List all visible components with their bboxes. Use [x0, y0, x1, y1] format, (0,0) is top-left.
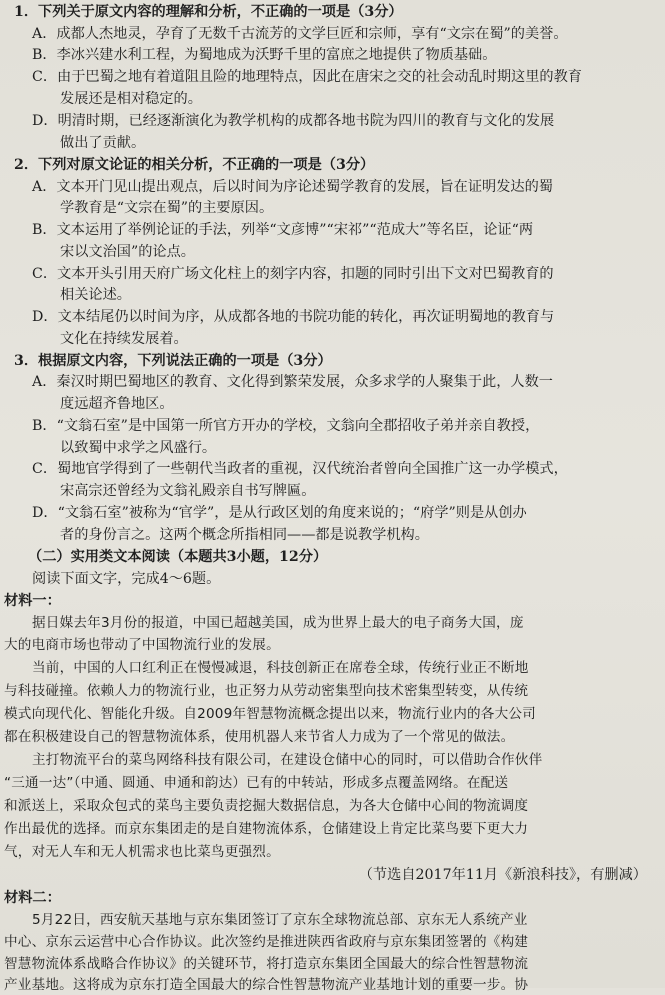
section-instruction: 阅读下面文字，完成4～6题。 — [32, 571, 221, 587]
material-2-paragraph: 5月22日，西安航天基地与京东集团签订了京东全球物流总部、京东无人系统产业 — [32, 912, 528, 928]
question-1-option-c-cont: 发展还是相对稳定的。 — [60, 91, 202, 107]
question-1-option-b: B．李冰兴建水利工程，为蜀地成为沃野千里的富庶之地提供了物质基础。 — [32, 47, 497, 63]
question-1-option-c: C．由于巴蜀之地有着道阻且险的地理特点，因此在唐宋之交的社会动乱时期这里的教育 — [32, 69, 582, 85]
question-1-option-a: A．成都人杰地灵，孕育了无数千古流芳的文学巨匠和宗师，享有“文宗在蜀”的美誉。 — [32, 26, 568, 42]
material-1-paragraph: 当前，中国的人口红利正在慢慢减退，科技创新正在席卷全球，传统行业正不断地 — [32, 660, 529, 676]
material-1-label: 材料一： — [4, 593, 61, 609]
question-2-option-c-cont: 相关论述。 — [60, 287, 131, 303]
question-3-option-c-cont: 宋高宗还曾经为文翁礼殿亲自书写牌匾。 — [60, 483, 316, 499]
question-3-option-a-cont: 度远超齐鲁地区。 — [60, 396, 174, 412]
question-3-option-b-cont: 以致蜀中求学之风盛行。 — [60, 440, 217, 456]
question-2-option-d-cont: 文化在持续发展着。 — [60, 331, 188, 347]
material-2-paragraph-cont: 产业基地。这将成为京东打造全国最大的综合性智慧物流产业基地计划的重要一步。协 — [4, 977, 529, 993]
material-2-label: 材料二： — [4, 890, 61, 906]
material-1-paragraph-cont: 气，对无人车和无人机需求也比菜鸟更强烈。 — [4, 844, 280, 860]
question-1-option-d-cont: 做出了贡献。 — [60, 135, 146, 151]
question-3-stem: 3．根据原文内容，下列说法正确的一项是（3分） — [14, 353, 332, 369]
material-1-paragraph-cont: 作出最优的选择。而京东集团走的是自建物流体系，仓储建设上肯定比菜鸟要下更大力 — [4, 821, 529, 837]
question-1-stem: 1．下列关于原文内容的理解和分析，不正确的一项是（3分） — [14, 4, 403, 20]
material-2-paragraph-cont: 中心、京东云运营中心合作协议。此次签约是推进陕西省政府与京东集团签署的《构建 — [4, 934, 529, 950]
material-1-paragraph-cont: 和派送上，采取众包式的菜鸟主要负责挖掘大数据信息，为各大仓储中心间的物流调度 — [4, 798, 529, 814]
question-3-option-b: B．“文翁石室”是中国第一所官方开办的学校，文翁向全郡招收子弟并亲自教授， — [32, 418, 540, 434]
material-1-source: （节选自2017年11月《新浪科技》，有删减） — [358, 867, 647, 883]
question-3-option-d-cont: 者的身份言之。这两个概念所指相同——都是说教学机构。 — [60, 527, 429, 543]
question-2-option-a: A．文本开门见山提出观点，后以时间为序论述蜀学教育的发展，旨在证明发达的蜀 — [32, 179, 553, 195]
section-title: （二）实用类文本阅读（本题共3小题，12分） — [28, 549, 328, 565]
question-2-option-d: D．文本结尾仍以时间为序，从成都各地的书院功能的转化，再次证明蜀地的教育与 — [32, 309, 555, 325]
question-3-option-a: A．秦汉时期巴蜀地区的教育、文化得到繁荣发展，众多求学的人聚集于此，人数一 — [32, 374, 553, 390]
material-1-paragraph-cont: 大的电商市场也带动了中国物流行业的发展。 — [4, 637, 280, 653]
question-2-option-a-cont: 学教育是“文宗在蜀”的主要原因。 — [60, 200, 274, 216]
material-1-paragraph: 据日媒去年3月份的报道，中国已超越美国，成为世界上最大的电子商务大国，庞 — [32, 615, 524, 631]
question-2-stem: 2．下列对原文论证的相关分析，不正确的一项是（3分） — [14, 157, 375, 173]
question-2-option-c: C．文本开头引用天府广场文化柱上的刻字内容，扣题的同时引出下文对巴蜀教育的 — [32, 266, 554, 282]
material-1-paragraph-cont: 与科技碰撞。依赖人力的物流行业，也正努力从劳动密集型向技术密集型转变，从传统 — [4, 683, 529, 699]
material-1-paragraph-cont: 都在积极建设自己的智慧物流体系，使用机器人来节省人力成为了一个常见的做法。 — [4, 729, 515, 745]
material-1-paragraph: 主打物流平台的菜鸟网络科技有限公司，在建设仓储中心的同时，可以借助合作伙伴 — [32, 752, 543, 768]
question-2-option-b: B．文本运用了举例论证的手法，列举“文彦博”“宋祁”“范成大”等名臣，论证“两 — [32, 222, 534, 238]
question-3-option-d: D．“文翁石室”被称为“官学”，是从行政区划的角度来说的；“府学”则是从创办 — [32, 505, 527, 521]
material-1-paragraph-cont: 模式向现代化、智能化升级。自2009年智慧物流概念提出以来，物流行业内的各大公司 — [4, 706, 536, 722]
question-1-option-d: D．明清时期，已经逐渐演化为教学机构的成都各地书院为四川的教育与文化的发展 — [32, 113, 555, 129]
material-1-paragraph-cont: “三通一达”（中通、圆通、申通和韵达）已有的中转站，形成多点覆盖网络。在配送 — [4, 775, 509, 791]
question-3-option-c: C．蜀地官学得到了一些朝代当政者的重视，汉代统治者曾向全国推广这一办学模式， — [32, 461, 568, 477]
question-2-option-b-cont: 宋以文治国”的论点。 — [60, 244, 195, 260]
material-2-paragraph-cont: 智慧物流体系战略合作协议》的关键环节，将打造京东集团全国最大的综合性智慧物流 — [4, 956, 529, 972]
